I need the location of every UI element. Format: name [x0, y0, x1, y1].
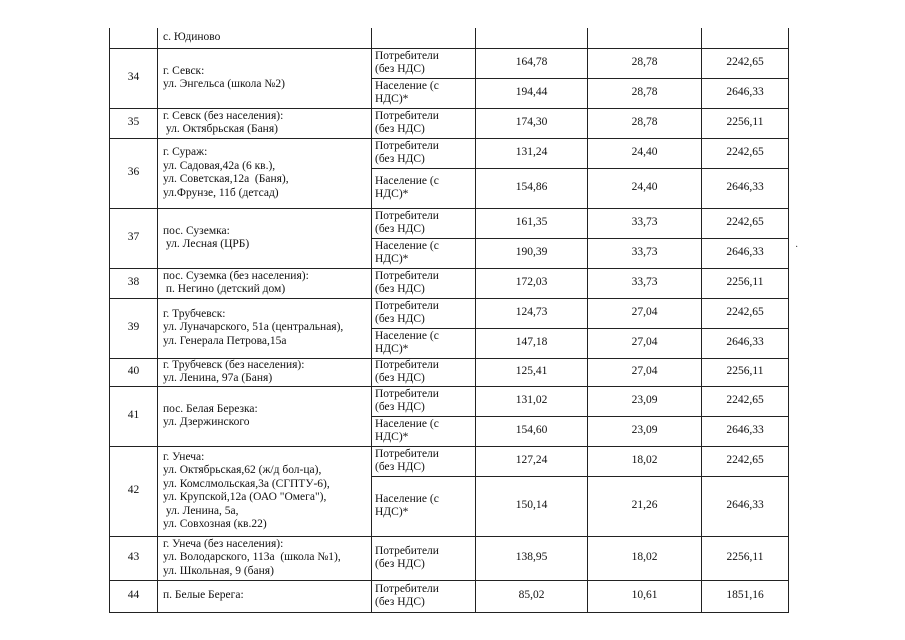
- category-cell: [372, 138, 476, 168]
- value-cell: 131,24: [476, 138, 588, 168]
- category-cell: [372, 108, 476, 138]
- value-cell: 2646,33: [702, 238, 789, 268]
- row-number-cell: 44: [110, 580, 158, 612]
- value-cell: 2256,11: [702, 536, 789, 580]
- value-cell: 2242,65: [702, 446, 789, 476]
- category-cell: [372, 168, 476, 208]
- value-cell: 138,95: [476, 536, 588, 580]
- category-line: Потребители: [375, 109, 439, 122]
- location-line: ул.Фрунзе, 11б (детсад): [163, 186, 279, 199]
- location-line: п. Негино (детский дом): [163, 283, 286, 295]
- location-cell: [158, 580, 372, 612]
- row-number-cell: 41: [110, 386, 158, 446]
- category-line: Население (с: [375, 492, 439, 505]
- location-cell: [158, 268, 372, 298]
- location-line: ул. Луначарского, 51а (центральная),: [163, 321, 344, 334]
- value-cell: 27,04: [588, 298, 702, 328]
- value-cell: 23,09: [588, 416, 702, 446]
- value-cell: 18,02: [588, 446, 702, 476]
- category-line: Потребители: [375, 358, 439, 371]
- value-cell: 27,04: [588, 328, 702, 358]
- location-cell: [158, 28, 372, 48]
- value-cell: [588, 28, 702, 48]
- value-cell: 2242,65: [702, 138, 789, 168]
- value-cell: 147,18: [476, 328, 588, 358]
- category-cell: [372, 328, 476, 358]
- value-cell: 2646,33: [702, 476, 789, 536]
- category-line: Население (с: [375, 174, 439, 187]
- location-line: ул. Совхозная (кв.22): [163, 518, 267, 530]
- category-line: Потребители: [375, 299, 439, 312]
- category-cell: [372, 28, 476, 48]
- value-cell: 154,86: [476, 168, 588, 208]
- location-cell: [158, 358, 372, 386]
- value-cell: 131,02: [476, 386, 588, 416]
- category-line: (без НДС): [375, 461, 425, 473]
- category-cell: [372, 238, 476, 268]
- table-row: [110, 386, 789, 416]
- value-cell: 2256,11: [702, 268, 789, 298]
- category-cell: [372, 78, 476, 108]
- value-cell: 23,09: [588, 386, 702, 416]
- location-line: пос. Белая Березка:: [163, 402, 258, 415]
- category-cell: [372, 358, 476, 386]
- location-cell: [158, 48, 372, 108]
- location-cell: [158, 138, 372, 208]
- category-line: Потребители: [375, 209, 439, 222]
- table-row: [110, 138, 789, 168]
- row-number-cell: 34: [110, 48, 158, 108]
- table-row: [110, 580, 789, 612]
- location-line: ул. Ленина, 97а (Баня): [163, 372, 273, 384]
- row-number-cell: 38: [110, 268, 158, 298]
- value-cell: 2646,33: [702, 416, 789, 446]
- row-number-cell: 36: [110, 138, 158, 208]
- table-row: [110, 108, 789, 138]
- category-cell: [372, 476, 476, 536]
- row-number-cell: 39: [110, 298, 158, 358]
- location-line: г. Унеча:: [163, 450, 205, 463]
- value-cell: 164,78: [476, 48, 588, 78]
- value-cell: 172,03: [476, 268, 588, 298]
- category-cell: [372, 446, 476, 476]
- value-cell: 124,73: [476, 298, 588, 328]
- location-line: г. Трубчевск:: [163, 307, 226, 320]
- location-line: ул. Лесная (ЦРБ): [163, 238, 250, 250]
- table-row: [110, 446, 789, 476]
- category-line: Население (с: [375, 239, 439, 252]
- location-line: г. Трубчевск (без населения):: [163, 358, 305, 371]
- location-cell: [158, 208, 372, 268]
- location-line: ул. Октябрьская (Баня): [163, 123, 278, 135]
- category-line: Население (с: [375, 329, 439, 342]
- tariff-table-body: [110, 28, 789, 612]
- category-cell: [372, 580, 476, 612]
- category-line: Потребители: [375, 49, 439, 62]
- category-line: НДС)*: [375, 431, 409, 443]
- value-cell: 2256,11: [702, 358, 789, 386]
- location-line: с. Юдиново: [163, 31, 221, 43]
- category-cell: [372, 386, 476, 416]
- value-cell: 150,14: [476, 476, 588, 536]
- table-row: [110, 358, 789, 386]
- value-cell: 2242,65: [702, 208, 789, 238]
- margin-mark: ·: [795, 242, 799, 253]
- value-cell: 28,78: [588, 78, 702, 108]
- location-line: ул. Октябрьская,62 (ж/д бол-ца),: [163, 464, 322, 476]
- value-cell: 21,26: [588, 476, 702, 536]
- location-line: г. Севск:: [163, 64, 205, 77]
- location-line: п. Белые Берега:: [163, 589, 244, 602]
- value-cell: 24,40: [588, 168, 702, 208]
- value-cell: 28,78: [588, 108, 702, 138]
- location-line: г. Севск (без населения):: [163, 109, 284, 122]
- category-line: Потребители: [375, 139, 439, 152]
- category-line: (без НДС): [375, 283, 425, 295]
- location-line: г. Сураж:: [163, 146, 208, 158]
- table-row: [110, 208, 789, 238]
- location-line: ул. Советская,12а (Баня),: [163, 173, 289, 185]
- location-line: ул. Володарского, 113а (школа №1),: [163, 551, 341, 564]
- row-number-cell: 42: [110, 446, 158, 536]
- category-line: Потребители: [375, 269, 439, 282]
- location-cell: [158, 446, 372, 536]
- table-row: [110, 268, 789, 298]
- value-cell: 190,39: [476, 238, 588, 268]
- value-cell: 24,40: [588, 138, 702, 168]
- location-line: г. Унеча (без населения):: [163, 537, 284, 550]
- category-line: НДС)*: [375, 343, 409, 355]
- category-cell: [372, 48, 476, 78]
- location-line: ул. Генерала Петрова,15а: [163, 334, 287, 347]
- value-cell: 2256,11: [702, 108, 789, 138]
- value-cell: [702, 28, 789, 48]
- location-line: пос. Суземка (без населения):: [163, 269, 309, 282]
- value-cell: 33,73: [588, 268, 702, 298]
- value-cell: 2242,65: [702, 48, 789, 78]
- row-number-cell: 35: [110, 108, 158, 138]
- category-line: (без НДС): [375, 123, 425, 135]
- category-line: Потребители: [375, 582, 439, 595]
- category-line: (без НДС): [375, 596, 425, 608]
- value-cell: 2646,33: [702, 168, 789, 208]
- location-line: ул. Садовая,42а (6 кв.),: [163, 159, 276, 172]
- table-row: [110, 536, 789, 580]
- tariff-table: [109, 28, 789, 613]
- category-line: (без НДС): [375, 153, 425, 165]
- value-cell: 33,73: [588, 208, 702, 238]
- category-line: (без НДС): [375, 313, 425, 325]
- category-cell: [372, 298, 476, 328]
- category-cell: [372, 416, 476, 446]
- value-cell: 85,02: [476, 580, 588, 612]
- location-line: ул. Дзержинского: [163, 416, 250, 428]
- value-cell: 2646,33: [702, 78, 789, 108]
- table-row: [110, 298, 789, 328]
- category-line: НДС)*: [375, 506, 409, 518]
- category-line: Потребители: [375, 447, 439, 460]
- value-cell: 125,41: [476, 358, 588, 386]
- location-line: ул. Школьная, 9 (баня): [163, 564, 274, 577]
- category-line: (без НДС): [375, 401, 425, 413]
- row-number-cell: 43: [110, 536, 158, 580]
- location-cell: [158, 386, 372, 446]
- category-line: (без НДС): [375, 63, 425, 75]
- category-line: Потребители: [375, 387, 439, 400]
- location-line: ул. Ленина, 5а,: [163, 504, 239, 517]
- value-cell: 161,35: [476, 208, 588, 238]
- category-line: НДС)*: [375, 253, 409, 265]
- category-cell: [372, 208, 476, 238]
- table-row: [110, 48, 789, 78]
- category-line: Потребители: [375, 544, 439, 557]
- row-number-cell: [110, 28, 158, 48]
- value-cell: 174,30: [476, 108, 588, 138]
- value-cell: 33,73: [588, 238, 702, 268]
- value-cell: 1851,16: [702, 580, 789, 612]
- location-line: ул. Крупской,12а (ОАО "Омега"),: [163, 491, 327, 503]
- category-line: (без НДС): [375, 372, 425, 384]
- row-number-cell: 40: [110, 358, 158, 386]
- category-cell: [372, 268, 476, 298]
- value-cell: 2242,65: [702, 386, 789, 416]
- table-row: [110, 28, 789, 48]
- category-line: НДС)*: [375, 93, 409, 105]
- value-cell: 10,61: [588, 580, 702, 612]
- location-cell: [158, 536, 372, 580]
- value-cell: 194,44: [476, 78, 588, 108]
- category-line: НДС)*: [375, 188, 409, 200]
- row-number-cell: 37: [110, 208, 158, 268]
- value-cell: 127,24: [476, 446, 588, 476]
- location-line: ул. Комслмольская,3а (СГПТУ-6),: [163, 477, 330, 490]
- category-line: Население (с: [375, 79, 439, 92]
- value-cell: 27,04: [588, 358, 702, 386]
- category-line: Население (с: [375, 417, 439, 430]
- category-line: (без НДС): [375, 223, 425, 235]
- value-cell: [476, 28, 588, 48]
- value-cell: 28,78: [588, 48, 702, 78]
- location-line: пос. Суземка:: [163, 224, 230, 237]
- category-cell: [372, 536, 476, 580]
- location-cell: [158, 108, 372, 138]
- category-line: (без НДС): [375, 558, 425, 570]
- value-cell: 2242,65: [702, 298, 789, 328]
- value-cell: 18,02: [588, 536, 702, 580]
- location-line: ул. Энгельса (школа №2): [163, 78, 285, 90]
- value-cell: 154,60: [476, 416, 588, 446]
- location-cell: [158, 298, 372, 358]
- value-cell: 2646,33: [702, 328, 789, 358]
